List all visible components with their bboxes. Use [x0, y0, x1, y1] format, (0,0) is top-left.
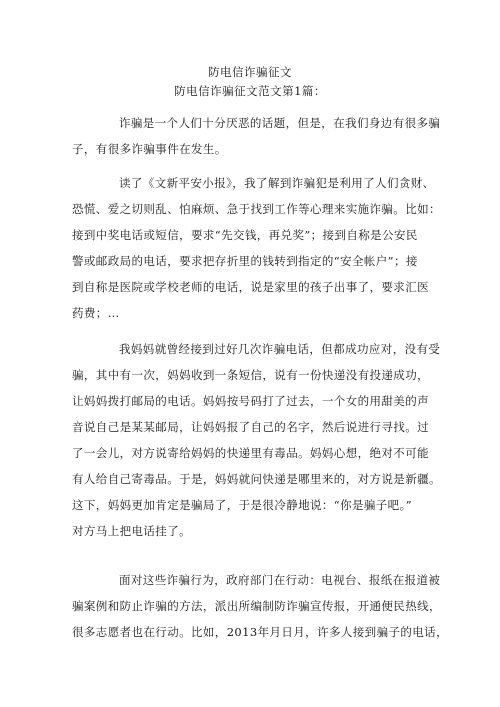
paragraph-line: 到自称是医院或学校老师的电话，说是家里的孩子出事了，要求汇医 [72, 280, 429, 294]
paragraph-line: 很多志愿者也在行动。比如，2013年月日月，许多人接到骗子的电话， [72, 625, 448, 639]
paragraph-line: 对方马上把电话挂了。 [72, 524, 191, 538]
paragraph-line: 我妈妈就曾经接到过好几次诈骗电话，但都成功应对，没有受 [119, 342, 441, 356]
paragraph-line: 警或邮政局的电话，要求把存折里的钱转到指定的“安全帐户”；接 [72, 254, 418, 268]
paragraph [72, 110, 442, 162]
paragraph-line: 音说自己是某某邮局，让妈妈报了自己的名字，然后说进行寻找。过 [72, 420, 429, 434]
paragraph-line: 骗，其中有一次，妈妈收到一条短信，说有一份快递没有投递成功， [72, 368, 429, 382]
paragraph-line: 有人给自己寄毒品。于是，妈妈就问快递是哪里来的，对方说是新疆。 [72, 472, 441, 486]
paragraph-line: 骗案例和防止诈骗的方法，派出所编制防诈骗宣传报，开通便民热线， [72, 599, 441, 613]
paragraph-line: 恐慌、爱之切则乱、怕麻烦、急于找到工作等心理来实施诈骗。比如： [72, 202, 441, 216]
paragraph-line: 药费；… [72, 306, 120, 320]
paragraph-line: 接到中奖电话或短信，要求“先交钱，再兑奖”；接到自称是公安民 [72, 228, 418, 242]
paragraph-line: 读了《文新平安小报》，我了解到诈骗犯是利用了人们贪财、 [119, 176, 435, 190]
paragraph-line: 子，有很多诈骗事件在发生。 [72, 142, 227, 156]
paragraph-line: 诈骗是一个人们十分厌恶的话题，但是，在我们身边有很多骗 [119, 116, 441, 130]
paragraph-line: 让妈妈拨打邮局的电话。妈妈按号码打了过去，一个女的用甜美的声 [72, 394, 429, 408]
paragraph [72, 336, 442, 544]
paragraph [72, 567, 448, 645]
paragraph [72, 170, 442, 326]
paragraph-line: 了一会儿，对方说寄给妈妈的快递里有毒品。妈妈心想，绝对不可能 [72, 446, 429, 460]
document-title: 防电信诈骗征文 [208, 65, 292, 79]
document-subtitle: 防电信诈骗征文范文第1篇： [174, 84, 326, 98]
paragraph-line: 面对这些诈骗行为，政府部门在行动：电视台、报纸在报道被 [119, 573, 441, 587]
paragraph-line: 这下，妈妈更加肯定是骗局了，于是很冷静地说：“你是骗子吧。” [72, 498, 413, 512]
